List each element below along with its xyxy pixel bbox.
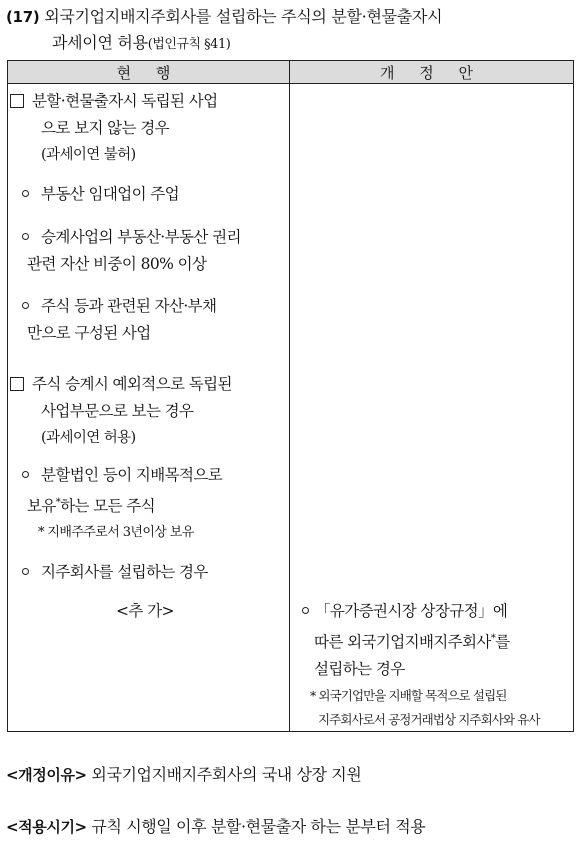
section-title <box>6 4 576 58</box>
header-current: 현 행 <box>8 61 290 84</box>
title-line2: 과세이연 허용 <box>52 33 148 52</box>
current-column <box>8 84 290 732</box>
block2 <box>10 371 285 452</box>
b1-item2-b: 관련 자산 비중이 80% 이상 <box>27 255 207 273</box>
checkbox-square-icon <box>10 94 24 108</box>
effective-text: 규칙 시행일 이후 분할·현물출자 하는 분부터 적용 <box>91 817 426 836</box>
revised-column <box>290 84 574 732</box>
b1-item3-a: 주식 등과 관련된 자산·부채 <box>41 297 217 315</box>
block2-title-a: 주식 승계시 예외적으로 독립된 <box>32 375 232 393</box>
circle-bullet-icon <box>302 607 309 614</box>
b2-item1 <box>22 462 285 520</box>
effective-line <box>6 814 425 837</box>
title-line1: 외국기업지배지주회사를 설립하는 주식의 분할·현물출자시 <box>44 7 443 26</box>
revised-note-b: 지주회사로서 공정거래법상 지주회사와 유사 <box>318 712 540 727</box>
reason-text: 외국기업지배지주회사의 국내 상장 지원 <box>91 765 362 784</box>
revised-item-c: 설립하는 경우 <box>314 660 405 678</box>
revised-item-a: 「유가증권시장 상장규정」에 <box>315 602 508 620</box>
block1 <box>10 88 285 169</box>
b2-item2-text: 지주회사를 설립하는 경우 <box>41 563 208 581</box>
b1-item1 <box>22 181 285 208</box>
b1-item2-a: 승계사업의 부동산·부동산 권리 <box>41 228 241 246</box>
block1-title-a: 분할·현물출자시 독립된 사업 <box>32 92 218 110</box>
circle-bullet-icon <box>22 233 29 240</box>
title-reference: (법인규칙 §41) <box>147 37 231 52</box>
b1-item3 <box>22 293 285 347</box>
effective-label: <적용시기> <box>6 818 87 836</box>
circle-bullet-icon <box>22 190 29 197</box>
footnote-marker: * <box>490 633 496 644</box>
b2-item2 <box>22 559 285 586</box>
revised-item-b1: 따른 외국기업지배지주회사 <box>314 633 491 651</box>
header-revised: 개 정 안 <box>290 61 574 84</box>
b2-item1-b1: 보유 <box>27 497 56 515</box>
circle-bullet-icon <box>22 302 29 309</box>
b2-item1-b2: 하는 모든 주식 <box>60 497 156 515</box>
b1-item3-b: 만으로 구성된 사업 <box>27 324 151 342</box>
b1-item2 <box>22 224 285 278</box>
circle-bullet-icon <box>22 568 29 575</box>
reason-label: <개정이유> <box>6 766 87 784</box>
block2-title-b: 사업부문으로 보는 경우 <box>41 402 194 420</box>
block1-sub: (과세이연 불허) <box>41 147 136 163</box>
revised-note-a: * 외국기업만을 지배할 목적으로 설립된 <box>310 688 507 703</box>
block1-title-b: 으로 보지 않는 경우 <box>41 119 169 137</box>
footnote-marker: * <box>55 497 61 508</box>
added-label: <추 가> <box>116 602 174 620</box>
checkbox-square-icon <box>10 377 24 391</box>
b2-note: * 지배주주로서 3년이상 보유 <box>38 525 194 540</box>
b1-item1-text: 부동산 임대업이 주업 <box>41 185 180 203</box>
revised-item <box>302 598 569 683</box>
comparison-table <box>7 60 574 732</box>
revised-item-b2: 를 <box>495 633 510 651</box>
block2-sub: (과세이연 허용) <box>41 430 136 446</box>
circle-bullet-icon <box>22 471 29 478</box>
reason-line <box>6 762 361 785</box>
b2-item1-a: 분할법인 등이 지배목적으로 <box>41 466 223 484</box>
section-number: (17) <box>6 8 40 26</box>
revised-note <box>310 684 569 732</box>
